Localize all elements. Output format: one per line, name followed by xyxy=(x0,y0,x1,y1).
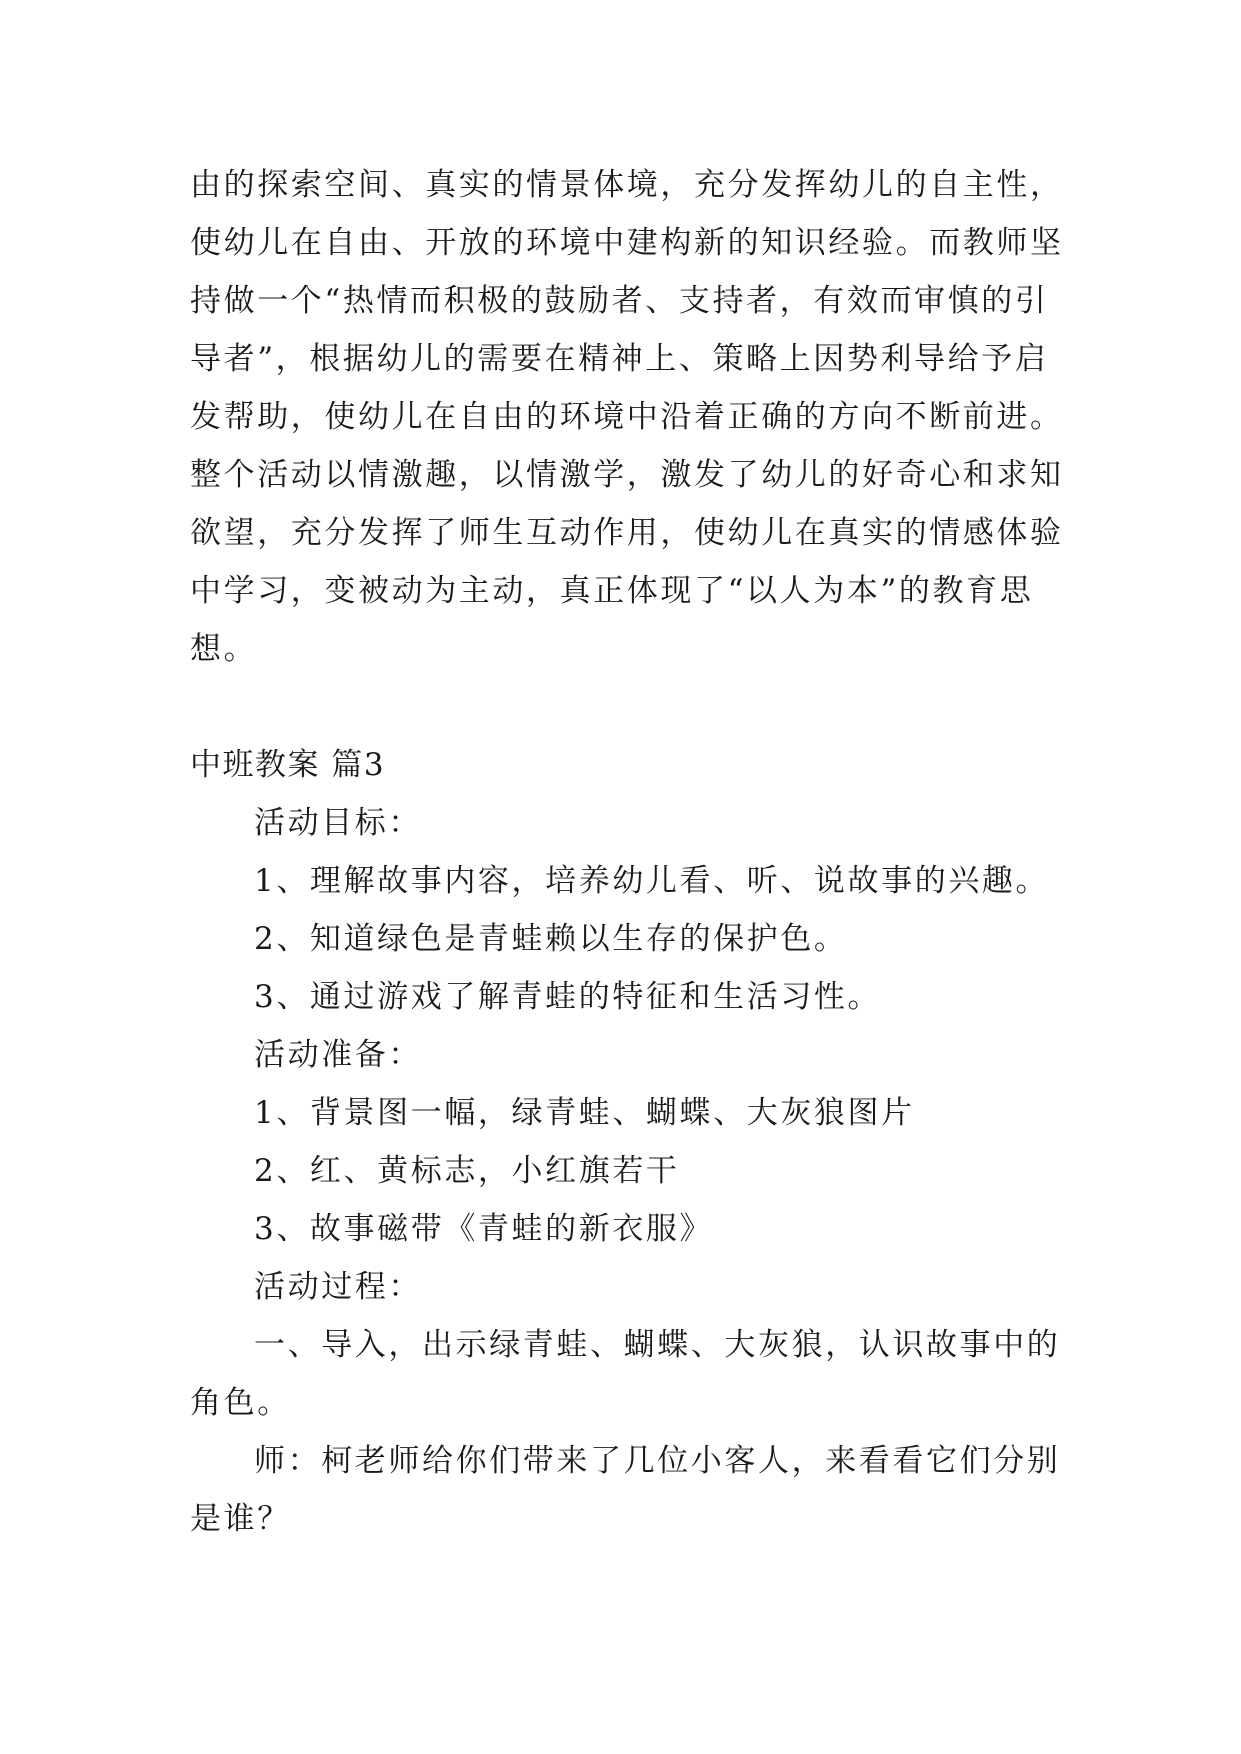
preparation-heading: 活动准备： xyxy=(254,1037,422,1073)
teacher-dialogue-line: 是谁？ xyxy=(190,1501,291,1537)
text-line: 欲望，充分发挥了师生互动作用，使幼儿在真实的情感体验 xyxy=(190,515,1064,551)
process-step-line: 角色。 xyxy=(190,1385,291,1421)
paragraph-spacer xyxy=(190,678,1070,736)
text-line: 发帮助，使幼儿在自由的环境中沿着正确的方向不断前进。 xyxy=(190,399,1064,435)
activity-preparation xyxy=(190,1026,1070,1258)
text-line: 导者”，根据幼儿的需要在精神上、策略上因势利导给予启 xyxy=(190,341,1049,377)
text-line: 整个活动以情激趣，以情激学，激发了幼儿的好奇心和求知 xyxy=(190,457,1064,493)
activity-process xyxy=(190,1258,1070,1548)
section-title: 中班教案 篇3 xyxy=(190,747,386,783)
preparation-item: 3、故事磁带《青蛙的新衣服》 xyxy=(254,1211,714,1247)
text-line: 中学习，变被动为主动，真正体现了“以人为本”的教育思 xyxy=(190,573,1034,609)
paragraph-reflection xyxy=(190,156,1070,678)
preparation-item: 1、背景图一幅，绿青蛙、蝴蝶、大灰狼图片 xyxy=(254,1095,915,1131)
process-heading: 活动过程： xyxy=(254,1269,422,1305)
text-line: 使幼儿在自由、开放的环境中建构新的知识经验。而教师坚 xyxy=(190,225,1064,261)
text-line: 由的探索空间、真实的情景体境，充分发挥幼儿的自主性， xyxy=(190,167,1064,203)
document-body xyxy=(190,156,1070,1548)
goal-item: 1、理解故事内容，培养幼儿看、听、说故事的兴趣。 xyxy=(254,863,1050,899)
goals-heading: 活动目标： xyxy=(254,805,422,841)
process-step-line: 一、导入，出示绿青蛙、蝴蝶、大灰狼，认识故事中的 xyxy=(254,1327,1061,1363)
activity-goals xyxy=(190,794,1070,1026)
text-line: 持做一个“热情而积极的鼓励者、支持者，有效而审慎的引 xyxy=(190,283,1049,319)
preparation-item: 2、红、黄标志，小红旗若干 xyxy=(254,1153,680,1189)
text-line: 想。 xyxy=(190,631,258,667)
goal-item: 2、知道绿色是青蛙赖以生存的保护色。 xyxy=(254,921,848,957)
goal-item: 3、通过游戏了解青蛙的特征和生活习性。 xyxy=(254,979,882,1015)
teacher-dialogue-line: 师：柯老师给你们带来了几位小客人，来看看它们分别 xyxy=(254,1443,1061,1479)
